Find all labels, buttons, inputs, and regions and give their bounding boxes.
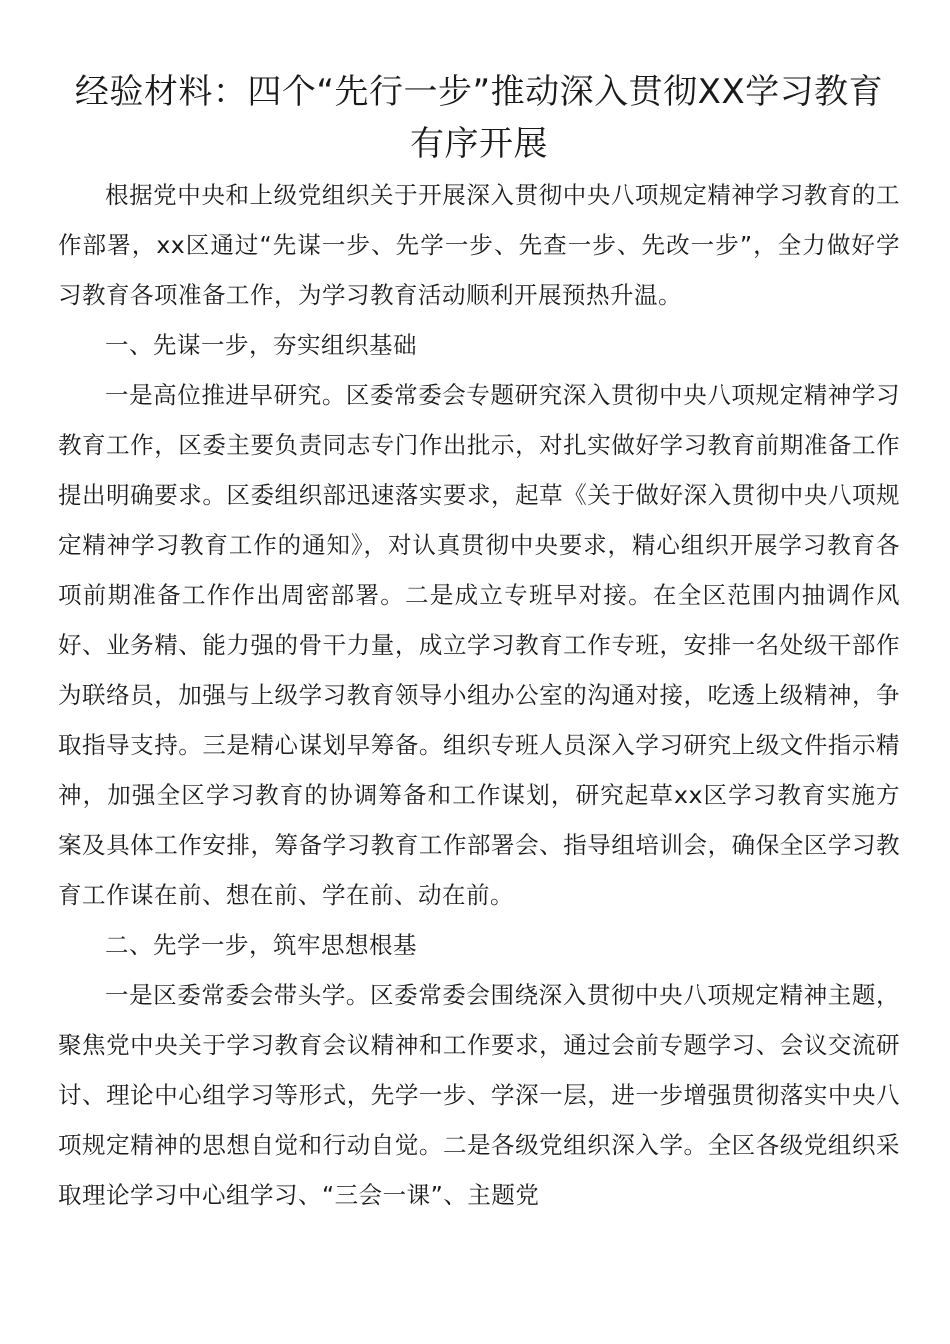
section-body-1: 一是高位推进早研究。区委常委会专题研究深入贯彻中央八项规定精神学习教育工作，区委主要负责同志专门作出批示，对扎实做好学习教育前期准备工作提出明确要求。区委组织部迅速落实要求，起草《关于做好深入贯彻中央八项规定精神学习教育工作的通知》，对认真贯彻中央要求，精心组织开展学习教育各项前期准备工作作出周密部署。二是成立专班早对接。在全区范围内抽调作风好、业务精、能力强的骨干力量，成立学习教育工作专班，安排一名处级干部作为联络员，加强与上级学习教育领导小组办公室的沟通对接，吃透上级精神，争取指导支持。三是精心谋划早筹备。组织专班人员深入学习研究上级文件指示精神，加强全区学习教育的协调筹备和工作谋划，研究起草xx区学习教育实施方案及具体工作安排，筹备学习教育工作部署会、指导组培训会，确保全区学习教育工作谋在前、想在前、学在前、动在前。	[58, 381, 900, 909]
intro-paragraph: 根据党中央和上级党组织关于开展深入贯彻中央八项规定精神学习教育的工作部署，xx区通过“先谋一步、先学一步、先查一步、先改一步”，全力做好学习教育各项准备工作，为学习教育活动顺利开展预热升温。	[58, 181, 900, 309]
document-title: 经验材料：四个“先行一步”推动深入贯彻XX学习教育有序开展	[74, 72, 884, 164]
section-heading-2: 二、先学一步，筑牢思想根基	[105, 931, 417, 959]
document-page	[58, 66, 900, 1220]
section-body-2: 一是区委常委会带头学。区委常委会围绕深入贯彻中央八项规定精神主题，聚焦党中央关于学习教育会议精神和工作要求，通过会前专题学习、会议交流研讨、理论中心组学习等形式，先学一步、学深一层，进一步增强贯彻落实中央八项规定精神的思想自觉和行动自觉。二是各级党组织深入学。全区各级党组织采取理论学习中心组学习、“三会一课”、主题党	[58, 981, 900, 1209]
section-heading-1: 一、先谋一步，夯实组织基础	[105, 331, 417, 359]
